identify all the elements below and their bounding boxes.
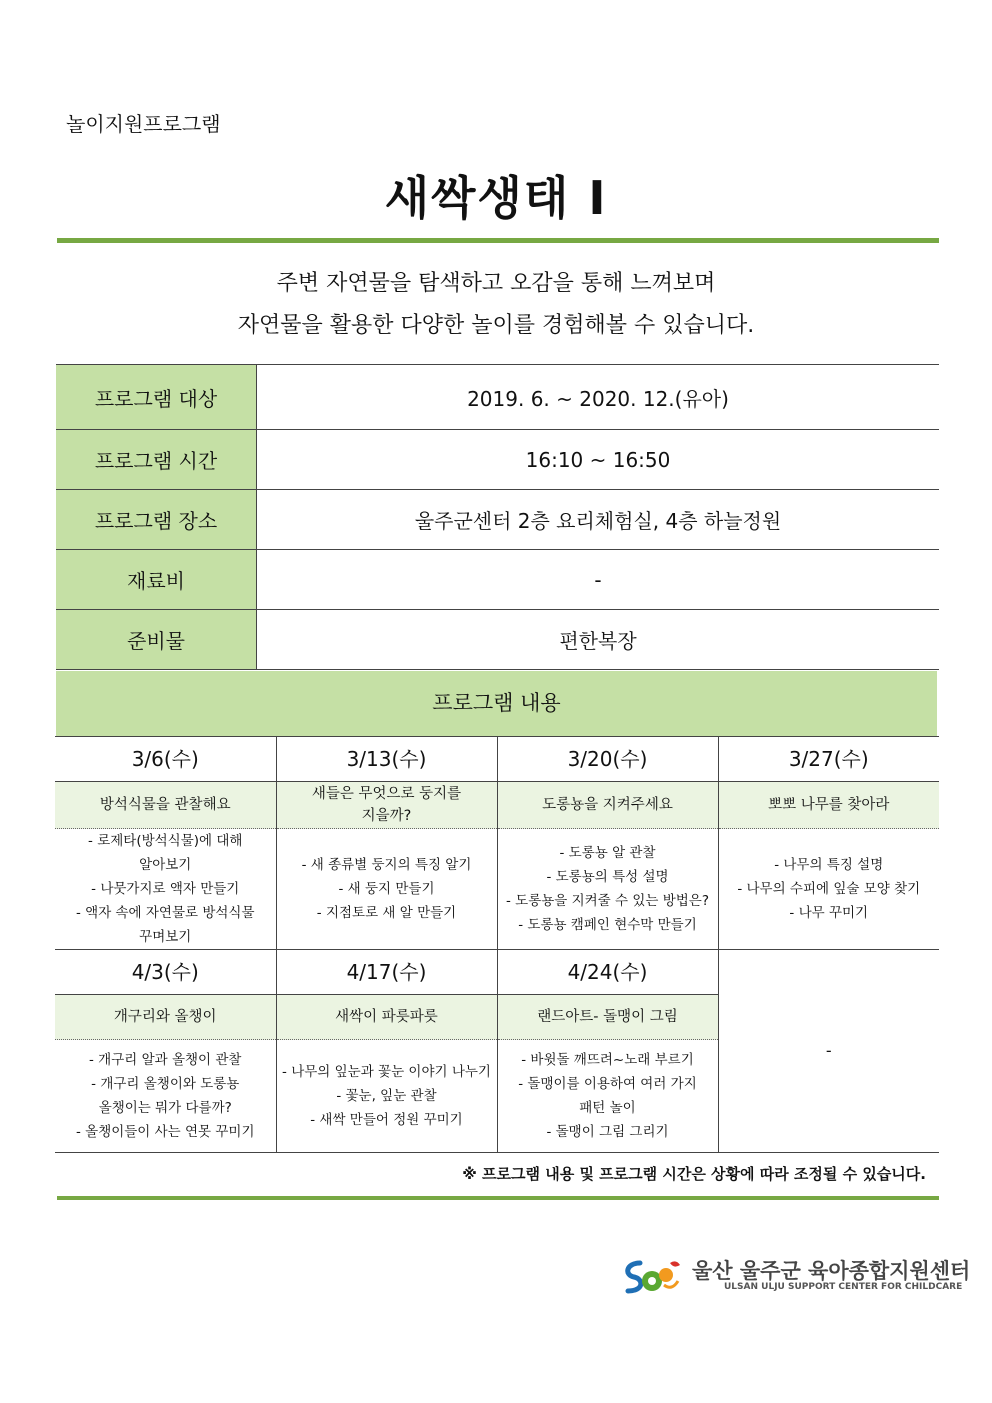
info-row-supplies bbox=[56, 610, 939, 670]
activity-item: - 도롱뇽의 특성 설명 bbox=[546, 869, 669, 885]
divider-bottom bbox=[57, 1196, 939, 1200]
session-date: 4/24(수) bbox=[497, 950, 718, 995]
date-row bbox=[55, 950, 939, 995]
session-topic bbox=[55, 782, 276, 829]
activity-item: - 나무의 수피에 잎술 모양 찾기 bbox=[737, 881, 921, 897]
session-activities bbox=[55, 829, 276, 950]
session-activities bbox=[55, 1040, 276, 1153]
center-logo bbox=[620, 1255, 971, 1299]
activity-item: - 올챙이들이 사는 연못 꾸미기 bbox=[75, 1124, 255, 1140]
activity-item: - 나무의 특징 설명 bbox=[774, 857, 884, 873]
intro-line-1: 주변 자연물을 탐색하고 오감을 통해 느껴보며 bbox=[276, 271, 716, 296]
session-activities bbox=[276, 1040, 497, 1153]
center-logo-mark-icon bbox=[620, 1255, 684, 1299]
date-row bbox=[55, 737, 939, 782]
activity-item: - 액자 속에 자연물로 방석식물 bbox=[75, 905, 255, 921]
activity-item: - 새싹 만들어 정원 꾸미기 bbox=[310, 1112, 463, 1128]
schedule-notice: ※ 프로그램 내용 및 프로그램 시간은 상황에 따라 조정될 수 있습니다. bbox=[462, 1165, 926, 1183]
session-topic: 랜드아트- 돌맹이 그림 bbox=[497, 995, 718, 1040]
session-activities bbox=[497, 829, 718, 950]
session-date: 3/6(수) bbox=[55, 737, 276, 782]
topic-line: 방석식물을 관찰해요 bbox=[99, 797, 231, 813]
activity-item: - 도롱뇽을 지켜줄 수 있는 방법은? bbox=[505, 893, 710, 909]
info-value: 2019. 6. ~ 2020. 12.(유아) bbox=[257, 365, 940, 430]
activity-item: 패턴 놀이 bbox=[579, 1100, 636, 1116]
activity-item: 꾸며보기 bbox=[139, 929, 192, 945]
session-topic bbox=[276, 782, 497, 829]
program-category: 놀이지원프로그램 bbox=[66, 112, 221, 136]
session-topic bbox=[718, 782, 939, 829]
activity-item: - 도롱뇽 캠페인 현수막 만들기 bbox=[518, 917, 697, 933]
activity-item: - 돌맹이를 이용하여 여러 가지 bbox=[518, 1076, 697, 1092]
activity-item: - 나뭇가지로 액자 만들기 bbox=[91, 881, 240, 897]
info-label: 준비물 bbox=[56, 610, 257, 670]
session-date: 3/13(수) bbox=[276, 737, 497, 782]
session-date: 4/3(수) bbox=[55, 950, 276, 995]
activity-item: - 개구리 알과 올챙이 관찰 bbox=[89, 1052, 242, 1068]
topic-line: 새들은 무엇으로 둥지를 bbox=[311, 786, 462, 802]
program-info-table bbox=[56, 364, 939, 670]
topic-line: 도롱뇽을 지켜주세요 bbox=[542, 797, 673, 813]
activity-item: - 도롱뇽 알 관찰 bbox=[559, 845, 656, 861]
schedule-table bbox=[55, 736, 939, 1153]
info-value: - bbox=[257, 550, 940, 610]
info-label: 프로그램 시간 bbox=[56, 430, 257, 490]
empty-session: - bbox=[718, 950, 939, 1153]
activity-item: 알아보기 bbox=[139, 857, 192, 873]
info-label: 프로그램 대상 bbox=[56, 365, 257, 430]
activity-row bbox=[55, 829, 939, 950]
session-date: 3/27(수) bbox=[718, 737, 939, 782]
session-activities bbox=[276, 829, 497, 950]
activity-item: - 개구리 올챙이와 도롱뇽 bbox=[91, 1076, 240, 1092]
info-row-location bbox=[56, 490, 939, 550]
session-activities bbox=[497, 1040, 718, 1153]
info-value: 편한복장 bbox=[257, 610, 940, 670]
intro-line-2: 자연물을 활용한 다양한 놀이를 경험해볼 수 있습니다. bbox=[237, 313, 755, 338]
session-activities bbox=[718, 829, 939, 950]
divider-top bbox=[57, 238, 939, 243]
activity-item: - 나무의 잎눈과 꽃눈 이야기 나누기 bbox=[282, 1064, 491, 1080]
session-topic bbox=[497, 782, 718, 829]
activity-item: - 로제타(방석식물)에 대해 bbox=[88, 833, 243, 849]
info-value: 울주군센터 2층 요리체험실, 4층 하늘정원 bbox=[257, 490, 940, 550]
session-topic: 새싹이 파릇파릇 bbox=[276, 995, 497, 1040]
info-row-target bbox=[56, 365, 939, 430]
activity-item: - 바윗돌 깨뜨려~노래 부르기 bbox=[521, 1052, 694, 1068]
content-header: 프로그램 내용 bbox=[56, 671, 937, 737]
topic-row bbox=[55, 782, 939, 829]
activity-item: 올챙이는 뭐가 다를까? bbox=[98, 1100, 232, 1116]
info-label: 프로그램 장소 bbox=[56, 490, 257, 550]
session-topic: 개구리와 올챙이 bbox=[55, 995, 276, 1040]
page-title: 새싹생태 Ⅰ bbox=[384, 171, 608, 225]
activity-item: - 새 둥지 만들기 bbox=[338, 881, 435, 897]
info-row-fee bbox=[56, 550, 939, 610]
info-label: 재료비 bbox=[56, 550, 257, 610]
info-value: 16:10 ~ 16:50 bbox=[257, 430, 940, 490]
info-row-time bbox=[56, 430, 939, 490]
topic-line: 뽀뽀 나무를 찾아라 bbox=[768, 797, 890, 813]
activity-item: - 꽃눈, 잎눈 관찰 bbox=[336, 1088, 437, 1104]
center-logo-name: 울산 울주군 육아종합지원센터 bbox=[692, 1259, 971, 1283]
session-date: 3/20(수) bbox=[497, 737, 718, 782]
activity-item: - 새 종류별 둥지의 특징 알기 bbox=[301, 857, 472, 873]
activity-item: - 나무 꾸미기 bbox=[789, 905, 869, 921]
activity-item: - 지점토로 새 알 만들기 bbox=[316, 905, 457, 921]
session-date: 4/17(수) bbox=[276, 950, 497, 995]
activity-item: - 돌맹이 그림 그리기 bbox=[546, 1124, 669, 1140]
center-logo-english: ULSAN ULJU SUPPORT CENTER FOR CHILDCARE bbox=[724, 1282, 963, 1292]
topic-line: 지을까? bbox=[361, 808, 412, 824]
